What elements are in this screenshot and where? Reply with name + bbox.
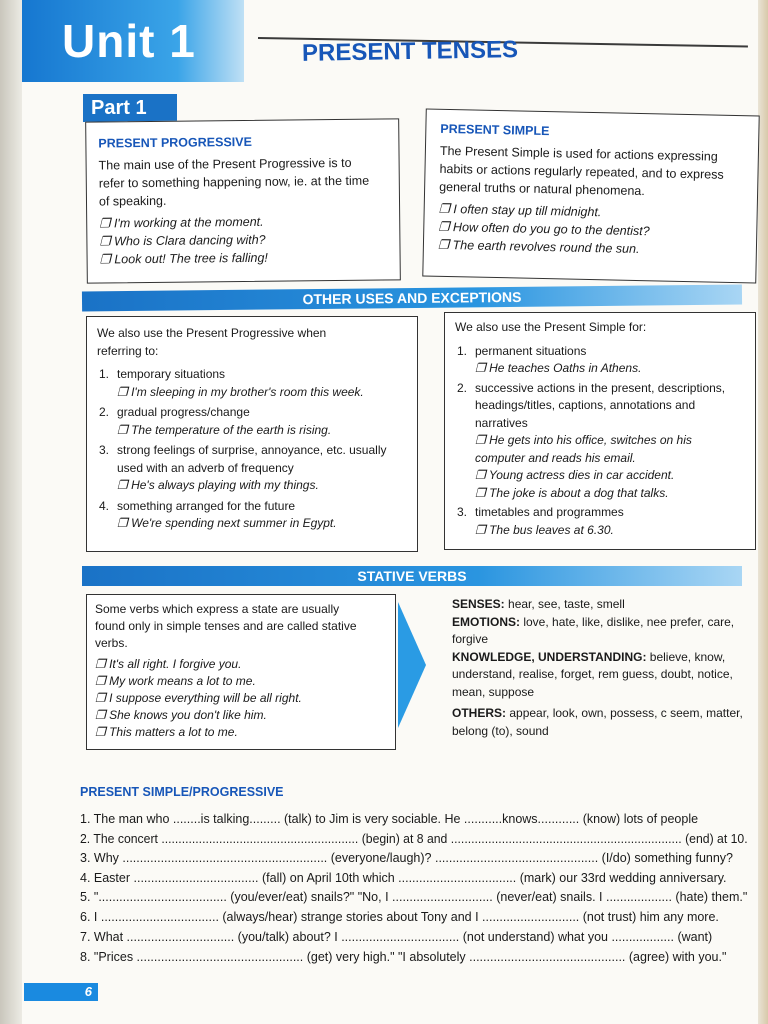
- progressive-uses-list: [97, 366, 417, 533]
- present-simple-box: [422, 109, 759, 284]
- example-item: ❐ I often stay up till midnight.: [438, 201, 602, 220]
- others-group: OTHERS: appear, look, own, possess, c seem, matter, belong (to), sound: [452, 706, 743, 738]
- example-item: ❐ She knows you don't like him.: [95, 708, 267, 722]
- example-item: ❐ I suppose everything will be all right.: [95, 691, 302, 705]
- emotions-group: EMOTIONS: love, hate, like, dislike, nee prefer, care, forgive: [452, 614, 735, 646]
- exercise-line: 1. The man who ........is talking......... (talk) to Jim is very sociable. He ...........knows............ (know) lots of people: [80, 812, 699, 826]
- list-item: 4. something arranged for the future ❐ We're spending next summer in Egypt.: [99, 498, 337, 530]
- exercise-line: 6. I .................................. (always/hear) strange stories about Tony and I ............................ (not trust) him any more.: [80, 910, 719, 924]
- senses-group: SENSES: hear, see, taste, smell: [452, 597, 625, 611]
- example-item: ❐ My work means a lot to me.: [95, 674, 256, 688]
- simple-uses-list: [455, 343, 755, 540]
- exercise-title: PRESENT SIMPLE/PROGRESSIVE: [80, 785, 284, 799]
- example-item: ❐ The earth revolves round the sun.: [437, 237, 640, 257]
- progressive-intro: We also use the Present Progressive when referring to:: [97, 326, 327, 358]
- progressive-other-uses-box: [86, 316, 418, 552]
- page-number: 6: [24, 983, 98, 1001]
- list-item: 3. strong feelings of surprise, annoyance, etc. usually used with an adverb of frequency ❐ He's always playing with my things.: [99, 443, 387, 492]
- page-edge: [758, 0, 768, 1024]
- exercise-line: 4. Easter .................................... (fall) on April 10th which .................................. (mark) our 33rd wedding anniversary.: [80, 871, 727, 885]
- example-item: ❐ I'm working at the moment.: [99, 214, 264, 231]
- list-item: 3. timetables and programmes ❐ The bus leaves at 6.30.: [457, 505, 624, 537]
- exercise-line: 3. Why ........................................................... (everyone/laugh)? ............................................... (I/do) something funny?: [80, 851, 733, 865]
- stative-groups: [452, 596, 748, 740]
- page-gutter: [0, 0, 22, 1024]
- arrow-right-icon: [398, 602, 426, 728]
- simple-intro: We also use the Present Simple for:: [455, 320, 647, 334]
- knowledge-group: KNOWLEDGE, UNDERSTANDING: believe, know, understand, realise, forget, rem guess, doubt, notice, mean, suppose: [452, 649, 733, 699]
- present-progressive-box: [85, 118, 401, 283]
- exercise-line: 5. "..................................... (you/ever/eat) snails?" "No, I ............................. (never/eat) snails. I ................... (hate) them.": [80, 890, 748, 904]
- other-uses-banner: OTHER USES AND EXCEPTIONS: [82, 285, 742, 312]
- stative-verbs-box: [86, 594, 396, 750]
- example-item: ❐ Look out! The tree is falling!: [99, 250, 268, 267]
- present-progressive-heading: PRESENT PROGRESSIVE: [98, 134, 252, 151]
- present-simple-body: The Present Simple is used for actions expressing habits or actions regularly repeated, and to express general truths or natural phenomena.: [439, 143, 724, 199]
- stative-intro: Some verbs which express a state are usually found only in simple tenses and are called stative verbs.: [95, 602, 357, 650]
- page-title: PRESENT TENSES: [301, 36, 519, 67]
- example-item: ❐ It's all right. I forgive you.: [95, 657, 242, 671]
- exercise-line: 7. What ............................... (you/talk) about? I .................................. (not understand) what you .................. (want): [80, 930, 713, 944]
- example-item: ❐ How often do you go to the dentist?: [438, 219, 650, 239]
- exercise-line: 8. "Prices ................................................ (get) very high." "I absolutely ............................................. (agree) with you.": [80, 950, 727, 964]
- present-simple-heading: PRESENT SIMPLE: [440, 121, 550, 139]
- example-item: ❐ Who is Clara dancing with?: [99, 232, 266, 249]
- exercise-line: 2. The concert .......................................................... (begin) at 8 and .................................................................... (end) at 10.: [80, 832, 748, 846]
- example-item: ❐ This matters a lot to me.: [95, 725, 238, 739]
- present-progressive-body: The main use of the Present Progressive is to refer to something happening now, ie. at the time of speaking.: [98, 155, 370, 209]
- list-item: 1. temporary situations ❐ I'm sleeping in my brother's room this week.: [99, 367, 364, 399]
- simple-other-uses-box: [444, 312, 756, 550]
- part-label: Part 1: [83, 94, 177, 122]
- unit-label: Unit 1: [62, 15, 196, 67]
- stative-verbs-banner: STATIVE VERBS: [82, 566, 742, 586]
- unit-tab: [22, 0, 244, 82]
- list-item: 2. gradual progress/change ❐ The temperature of the earth is rising.: [99, 405, 332, 437]
- list-item: 1. permanent situations ❐ He teaches Oaths in Athens.: [457, 343, 642, 375]
- list-item: 2. successive actions in the present, descriptions, headings/titles, captions, annotations and narratives ❐ He gets into his office, switches on his computer and reads his email. ❐ Young actress dies in car accident. ❐ The joke is about a dog that talks.: [457, 380, 726, 500]
